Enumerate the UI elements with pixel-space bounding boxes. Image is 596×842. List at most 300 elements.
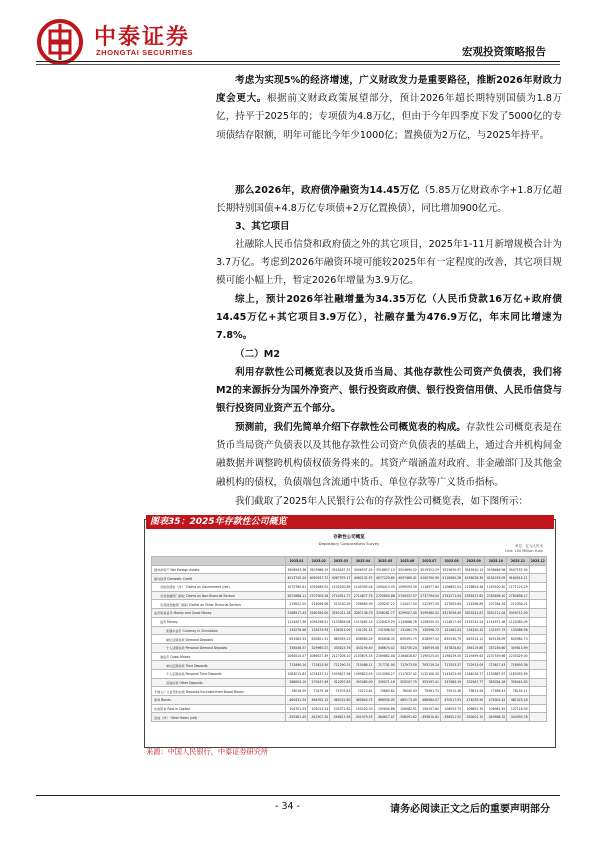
- table-cell: 75961.71: [418, 687, 440, 696]
- table-cell: 1163100.40: [485, 583, 507, 592]
- table-cell: 74213.61: [352, 687, 374, 696]
- table-cell: 469173.49: [396, 696, 418, 705]
- table-cell: [529, 565, 546, 574]
- survey-header-month: 2025.05: [374, 557, 396, 566]
- paragraph-summary: [216, 291, 562, 346]
- table-cell: 131291.51: [352, 626, 374, 635]
- table-cell: 1075780.61: [286, 583, 308, 592]
- table-row-label: 债券 Bonds: [152, 696, 286, 705]
- table-cell: -359810.61: [418, 713, 440, 722]
- table-row: [152, 635, 547, 644]
- table-cell: -356321.52: [440, 713, 462, 722]
- table-cell: 2169862.48: [374, 652, 396, 661]
- table-cell: 466930.05: [374, 696, 396, 705]
- table-cell: -350381.45: [286, 713, 308, 722]
- table-row-label: 准货币 Quasi-Money: [152, 652, 286, 661]
- table-cell: -364617.47: [374, 713, 396, 722]
- table-cell: 133586.36: [507, 626, 529, 635]
- table-cell: 3518857.10: [374, 565, 396, 574]
- table-cell: 1114617.44: [440, 617, 462, 626]
- table-cell: 1128419.29: [374, 617, 396, 626]
- table-cell: 717731.04: [374, 661, 396, 670]
- table-cell: 1133742.24: [463, 617, 485, 626]
- table-cell: [529, 617, 546, 626]
- survey-header-month: 2025.03: [330, 557, 352, 566]
- table-cell: 1124407.36: [286, 617, 308, 626]
- table-cell: -349588.32: [485, 713, 507, 722]
- table-cell: 208985.59: [352, 600, 374, 609]
- survey-table: [151, 556, 547, 722]
- table-cell: 349813.99: [507, 643, 529, 652]
- survey-header-month: 2025.11: [507, 557, 529, 566]
- table-cell: 356441.65: [507, 678, 529, 687]
- table-cell: 3352111.04: [485, 609, 507, 618]
- table-cell: 705219.24: [418, 661, 440, 670]
- survey-table-header: [152, 557, 547, 566]
- table-row-label: 货币和准货币 Money and Quasi Money: [152, 609, 286, 618]
- table-cell: 106082.91: [396, 704, 418, 713]
- company-logo: [36, 18, 206, 66]
- table-cell: 1092649.02: [308, 583, 330, 592]
- table-cell: 2237539.66: [485, 652, 507, 661]
- table-cell: 106961.45: [485, 704, 507, 713]
- table-cell: 4100700.99: [418, 574, 440, 583]
- table-cell: 3506943.36: [286, 565, 308, 574]
- table-cell: [529, 600, 546, 609]
- table-cell: 1099593.30: [396, 583, 418, 592]
- table-cell: 3519322.29: [418, 565, 440, 574]
- survey-header-label: [152, 557, 286, 566]
- table-cell: 2707303.26: [308, 591, 330, 600]
- header-divider: [36, 61, 560, 62]
- table-cell: 212036.21: [507, 600, 529, 609]
- table-cell: 223130.39: [330, 600, 352, 609]
- table-cell: 131461.79: [396, 626, 418, 635]
- survey-header-month: 2025.07: [418, 557, 440, 566]
- table-cell: 346674.42: [374, 643, 396, 652]
- table-cell: 212397.35: [418, 600, 440, 609]
- table-cell: 131462.03: [440, 626, 462, 635]
- table-cell: 659491.75: [396, 635, 418, 644]
- table-cell: 2783498.30: [485, 591, 507, 600]
- table-cell: [529, 574, 546, 583]
- table-cell: 464952.15: [308, 696, 330, 705]
- table-cell: 3267136.70: [352, 609, 374, 618]
- table-cell: 645136.99: [485, 635, 507, 644]
- table-row: [152, 678, 547, 687]
- table-cell: [529, 687, 546, 696]
- table-cell: 635330.79: [440, 635, 462, 644]
- survey-title: 存款性公司概览: [333, 535, 365, 540]
- table-cell: 105013.24: [308, 704, 330, 713]
- survey-header-month: 2025.10: [485, 557, 507, 566]
- table-cell: 3188917.43: [286, 609, 308, 618]
- table-cell: 217802.64: [440, 600, 462, 609]
- table-cell: 2742271.54: [440, 591, 462, 600]
- table-cell: 3261012.18: [330, 609, 352, 618]
- table-cell: 343190.40: [352, 643, 374, 652]
- table-row-label: 对非金融部门债权 Claims on Non-financial Sectors: [152, 591, 286, 600]
- table-row-label: 单位定期存款 Time Deposits: [152, 661, 286, 670]
- table-cell: 75912.36: [440, 687, 462, 696]
- table-cell: 79813.94: [463, 687, 485, 696]
- table-cell: 476302.42: [485, 696, 507, 705]
- table-cell: 723617.43: [485, 661, 507, 670]
- table-cell: [529, 696, 546, 705]
- table-cell: 337460.19: [440, 678, 462, 687]
- table-cell: 219622.55: [286, 600, 308, 609]
- paragraph-gov-bond-lead: 那么2026年，政府债净融资为14.45万亿: [235, 185, 420, 196]
- survey-unit-en: Unit: 100 Million Yuan: [505, 549, 543, 553]
- table-cell: 721290.31: [330, 661, 352, 670]
- table-cell: 77466.43: [485, 687, 507, 696]
- table-cell: 481025.18: [507, 696, 529, 705]
- report-type: 宏观投资策略报告: [462, 46, 546, 58]
- table-cell: 1106692.54: [440, 583, 462, 592]
- disclaimer-text: 请务必阅读正文之后的重要声明部分: [390, 804, 550, 815]
- table-cell: -356591.62: [396, 713, 418, 722]
- table-cell: [529, 583, 546, 592]
- table-row: [152, 669, 547, 678]
- table-cell: 1140395.48: [352, 583, 374, 592]
- table-cell: 288004.10: [286, 678, 308, 687]
- paragraph-gov-bond-body: （5.85万亿财政赤字+1.8万亿超长期特别国债+4.8万亿专项债+2万亿置换债），同比增加900亿元。: [216, 185, 562, 215]
- table-cell: 1099823.45: [352, 669, 374, 678]
- table-cell: [529, 704, 546, 713]
- table-cell: 106553.73: [440, 704, 462, 713]
- table-cell: 76045.43: [396, 687, 418, 696]
- table-cell: 107118.39: [507, 704, 529, 713]
- table-cell: 1094256.51: [308, 617, 330, 626]
- table-cell: [529, 652, 546, 661]
- survey-table-image: [149, 532, 549, 741]
- table-cell: 3506537.55: [352, 565, 374, 574]
- table-cell: 465843.72: [352, 696, 374, 705]
- table-row-label: 对其他金融部门债权 Claims on Other Financial Sectors: [152, 600, 286, 609]
- table-cell: 643312.12: [463, 635, 485, 644]
- table-row: [152, 626, 547, 635]
- table-cell: 2672686.11: [286, 591, 308, 600]
- table-cell: 1094413.49: [374, 583, 396, 592]
- table-cell: 717973.50: [396, 661, 418, 670]
- table-cell: 2725804.88: [374, 591, 396, 600]
- survey-unit-cn: 单位：亿元人民币: [515, 544, 543, 548]
- table-cell: 76018.59: [286, 687, 308, 696]
- header-divider-thin: [36, 64, 560, 65]
- table-row: [152, 574, 547, 583]
- table-cell: 106197.84: [418, 704, 440, 713]
- table-cell: 214096.06: [308, 600, 330, 609]
- table-cell: 3525630.97: [440, 565, 462, 574]
- table-cell: 470517.93: [440, 696, 462, 705]
- table-cell: 1117637.42: [396, 669, 418, 678]
- table-cell: 72479.18: [308, 687, 330, 696]
- survey-header-month: 2025.12: [529, 557, 546, 566]
- table-cell: 343735.24: [396, 643, 418, 652]
- paragraph-gov-bond: [216, 182, 562, 218]
- section-heading-m2: [216, 346, 562, 364]
- table-row: [152, 583, 547, 592]
- survey-header-month: 2025.01: [286, 557, 308, 566]
- paragraph-figure-ref-text: 我们截取了2025年人民银行公布的存款性公司概览表，如下图所示：: [235, 496, 529, 507]
- table-cell: 3518187.31: [330, 565, 352, 574]
- table-row: [152, 696, 547, 705]
- table-cell: 214596.89: [463, 600, 485, 609]
- table-cell: 3299460.32: [418, 609, 440, 618]
- table-row: [152, 652, 547, 661]
- table-cell: 717553.37: [440, 661, 462, 670]
- table-row-label: 货币 Money: [152, 617, 286, 626]
- survey-header-month: 2025.08: [440, 557, 462, 566]
- table-row: [152, 617, 547, 626]
- survey-header-month: 2025.09: [463, 557, 485, 566]
- table-row: [152, 565, 547, 574]
- table-cell: 465231.80: [330, 696, 352, 705]
- table-cell: 2127206.10: [330, 652, 352, 661]
- table-cell: 130998.72: [418, 626, 440, 635]
- survey-header-month: 2025.06: [396, 557, 418, 566]
- table-cell: [529, 678, 546, 687]
- table-cell: 3299507.45: [396, 609, 418, 618]
- table-cell: 105420.33: [352, 704, 374, 713]
- table-cell: 1164018.77: [463, 669, 485, 678]
- table-cell: 4154743.09: [485, 574, 507, 583]
- table-cell: [529, 669, 546, 678]
- table-cell: 2737794.04: [418, 591, 440, 600]
- table-cell: 4013745.24: [286, 574, 308, 583]
- table-cell: 4156026.30: [463, 574, 485, 583]
- table-cell: 460431.54: [286, 696, 308, 705]
- table-cell: 105372.62: [330, 704, 352, 713]
- table-cell: 348939.08: [418, 643, 440, 652]
- table-cell: 2783317.62: [463, 591, 485, 600]
- table-cell: 1126693.48: [463, 583, 485, 592]
- paragraph-figure-ref: [216, 493, 562, 511]
- table-cell: 356119.80: [463, 643, 485, 652]
- table-cell: -350001.10: [463, 713, 485, 722]
- section-heading-other-items: [216, 218, 562, 236]
- table-cell: -341979.55: [352, 713, 374, 722]
- table-cell: 74703.83: [330, 687, 352, 696]
- footer-divider: [36, 795, 560, 796]
- table-cell: 1118977.84: [418, 583, 440, 592]
- table-cell: 630821.51: [308, 635, 330, 644]
- table-cell: 1103230.89: [330, 583, 352, 592]
- table-cell: 713490.14: [286, 661, 308, 670]
- table-cell: 209247.22: [374, 600, 396, 609]
- table-cell: 2153674.55: [352, 652, 374, 661]
- figure-source: 来源：中国人民银行，中泰证券研究所: [146, 747, 269, 756]
- table-cell: 3313056.49: [440, 609, 462, 618]
- table-cell: [529, 626, 546, 635]
- table-cell: 722913.09: [463, 661, 485, 670]
- table-cell: 134021.09: [330, 626, 352, 635]
- table-cell: 1074437.51: [308, 669, 330, 678]
- table-cell: 207244.34: [485, 600, 507, 609]
- table-cell: 3359712.09: [507, 609, 529, 618]
- table-row-label: 国外净资产 Net Foreign Assets: [152, 565, 286, 574]
- table-row-label: 国内信贷 Domestic Credit: [152, 574, 286, 583]
- table-cell: 1113060.27: [374, 669, 396, 678]
- table-cell: [529, 643, 546, 652]
- table-row: [152, 713, 547, 722]
- table-cell: 1063015.83: [286, 669, 308, 678]
- table-cell: 134310.32: [463, 626, 485, 635]
- table-cell: 279247.49: [308, 678, 330, 687]
- table-cell: 712813.50: [308, 661, 330, 670]
- page-number: - 34 -: [275, 801, 300, 812]
- table-cell: 468964.57: [418, 696, 440, 705]
- table-cell: 337236.60: [485, 643, 507, 652]
- table-cell: 131096.52: [374, 626, 396, 635]
- table-cell: 2164818.67: [396, 652, 418, 661]
- table-cell: 650648.35: [374, 635, 396, 644]
- table-cell: 105644.88: [374, 704, 396, 713]
- table-cell: 3503986.15: [308, 565, 330, 574]
- table-cell: 4062132.57: [352, 574, 374, 583]
- table-cell: 330425.76: [330, 643, 352, 652]
- survey-table-body: [152, 565, 547, 721]
- table-cell: 640982.73: [507, 635, 529, 644]
- table-cell: 338546.57: [286, 643, 308, 652]
- zhongtai-logo-icon: [36, 18, 88, 66]
- table-cell: 718493.36: [507, 661, 529, 670]
- table-row: [152, 609, 547, 618]
- table-cell: -346613.56: [330, 713, 352, 722]
- section-heading-text: 3、其它项目: [235, 221, 290, 232]
- figure-title: 图表35：2025年存款性公司概览: [146, 515, 554, 529]
- table-row: [152, 591, 547, 600]
- logo-text-cn: 中泰证券: [94, 25, 191, 50]
- table-cell: [529, 635, 546, 644]
- table-cell: 312097.83: [330, 678, 352, 687]
- table-cell: 2235329.00: [507, 652, 529, 661]
- table-row-label: 流通中货币 Currency in Circulation: [152, 626, 286, 635]
- table-cell: 2066527.49: [308, 652, 330, 661]
- table-cell: 4067379.17: [330, 574, 352, 583]
- paragraph-m2-split-text: 利用存款性公司概览表以及货币当局、其他存款性公司资产负债表，我们将M2的来源拆分为国外净资产、银行投资政府债、银行投资信用债、人民币信贷与银行投资同业资产五个部分。: [216, 367, 562, 415]
- paragraph-survey-body: 存款性公司概览表是在货币当局资产负债表以及其他存款性公司资产负债表的基础上，通过合并机构间金融数据并调整跨机构债权债务得来的。其资产端涵盖对政府、非金融部门及其他金融机构的债权，负债端包含流通中货币、单位存款等广义货币指标。: [216, 422, 563, 488]
- table-row-label: 其他存款 Other Deposits: [152, 678, 286, 687]
- table-row-label: 其他（净） Other Items (net): [152, 713, 286, 722]
- table-cell: 1114571.38: [485, 617, 507, 626]
- table-cell: 2190525.00: [418, 652, 440, 661]
- table-cell: 3353241.87: [463, 609, 485, 618]
- table-cell: 4118460.26: [440, 574, 462, 583]
- table-row-label: 对政府债权（净） Claims on Government (net): [152, 583, 286, 592]
- table-cell: 651582.33: [286, 635, 308, 644]
- paragraph-m2-split: [216, 364, 562, 419]
- table-cell: 104701.53: [286, 704, 308, 713]
- table-cell: 214417.00: [396, 600, 418, 609]
- survey-header-month: 2025.04: [352, 557, 374, 566]
- paragraph-summary-text: 综上，预计2026年社融增量为34.35万亿（人民币贷款16万亿+政府债14.45万亿+其它项目3.9万亿），社融存量为476.9万亿，年末同比增速为7.8%。: [216, 294, 562, 342]
- table-cell: 74883.62: [374, 687, 396, 696]
- table-cell: -344095.78: [507, 713, 529, 722]
- table-cell: 1171124.29: [507, 583, 529, 592]
- table-cell: 1143425.49: [440, 669, 462, 678]
- table-cell: 339071.16: [374, 678, 396, 687]
- table-cell: 474039.50: [463, 696, 485, 705]
- table-cell: 2198439.05: [440, 652, 462, 661]
- table-cell: 4097460.41: [396, 574, 418, 583]
- table-cell: 343365.00: [352, 678, 374, 687]
- paragraph-other-items-text: 社融除人民币信贷和政府债之外的其它项目，2025年1-11月新增规模合计为3.7万亿。考虑到2026年融资环境可能较2025年有一定程度的改善，其它项目规模可能小幅上升，暂定2026年增量为3.9万亿。: [216, 239, 562, 287]
- table-cell: 1113462.15: [352, 617, 374, 626]
- table-row-label: 个人活期存款 Personal Demand Deposits: [152, 643, 286, 652]
- table-cell: 332567.77: [463, 678, 485, 687]
- table-cell: -342907.20: [308, 713, 330, 722]
- table-cell: 2064510.07: [286, 652, 308, 661]
- table-cell: 638980.24: [352, 635, 374, 644]
- table-cell: 1093817.96: [330, 669, 352, 678]
- table-cell: 3541810.12: [463, 565, 485, 574]
- paragraph-fiscal: [216, 72, 562, 145]
- survey-subtitle: Depository Corporations Survey: [318, 541, 380, 546]
- table-cell: 1108935.32: [418, 617, 440, 626]
- table-cell: 1133806.08: [330, 617, 352, 626]
- table-cell: 1134688.78: [396, 617, 418, 626]
- table-cell: 2714877.75: [352, 591, 374, 600]
- table-cell: [529, 591, 546, 600]
- table-cell: [529, 713, 546, 722]
- table-cell: 710486.11: [352, 661, 374, 670]
- table-cell: 3524890.52: [396, 565, 418, 574]
- table-cell: 628997.52: [418, 635, 440, 644]
- table-row: [152, 643, 547, 652]
- table-row-label: 单位活期存款 Demand Deposits: [152, 635, 286, 644]
- paragraph-fiscal-lead: 考虑为实现5%的经济增速，广义财政发力是重要路径，推断2026年财政力度会更大。: [216, 75, 562, 105]
- table-cell: 3538466.98: [485, 565, 507, 574]
- table-cell: 1150887.97: [485, 669, 507, 678]
- table-cell: 133474.93: [308, 626, 330, 635]
- table-cell: 1124383.09: [507, 617, 529, 626]
- table-cell: 353197.41: [418, 678, 440, 687]
- table-row-label: 个人定期存款 Personal Time Deposits: [152, 669, 286, 678]
- paragraph-survey-intro: [216, 419, 562, 492]
- paragraph-fiscal-body: 根据前文财政政策展望部分，预计2026年超长期特别国债为1.8万亿，持平于2025年的；专项债为4.8万亿，但由于今年四季度下发了5000亿的专项债结存限额，明年可能比今年少1000亿；置换债为2万亿，与2025年持平。: [216, 93, 563, 141]
- paragraph-other-items: [216, 236, 562, 291]
- table-cell: 1160393.99: [507, 669, 529, 678]
- table-cell: 78154.11: [507, 687, 529, 696]
- table-cell: 329960.07: [308, 643, 330, 652]
- table-cell: 4077229.65: [374, 574, 396, 583]
- table-cell: 363034.26: [485, 678, 507, 687]
- table-row: [152, 687, 547, 696]
- table-cell: 2714921.77: [330, 591, 352, 600]
- table-cell: 3160784.00: [308, 609, 330, 618]
- table-row-label: 实收资本 Paid-in Capital: [152, 704, 286, 713]
- table-cell: 3547152.34: [507, 565, 529, 574]
- table-cell: [529, 609, 546, 618]
- paragraph-survey-lead: 预测前，我们先简单介绍下存款性公司概览表的构成。: [235, 422, 466, 433]
- table-row-label: 不纳入广义货币的存款 Deposits Excluded from Broad Money: [152, 687, 286, 696]
- table-cell: 134278.46: [286, 626, 308, 635]
- table-cell: 347824.62: [440, 643, 462, 652]
- table-cell: 2219499.63: [463, 652, 485, 661]
- table-cell: 4050937.72: [308, 574, 330, 583]
- section-heading-m2-text: （二）M2: [235, 349, 281, 360]
- table-cell: 329207.75: [396, 678, 418, 687]
- table-cell: 3298281.77: [374, 609, 396, 618]
- logo-text-en: ZHONGTAI SECURITIES: [96, 48, 194, 57]
- table-cell: 669359.23: [330, 635, 352, 644]
- table-cell: 132197.79: [485, 626, 507, 635]
- survey-header-month: 2025.02: [308, 557, 330, 566]
- table-row: [152, 600, 547, 609]
- table-cell: 1132108.35: [418, 669, 440, 678]
- table-cell: 106891.35: [463, 704, 485, 713]
